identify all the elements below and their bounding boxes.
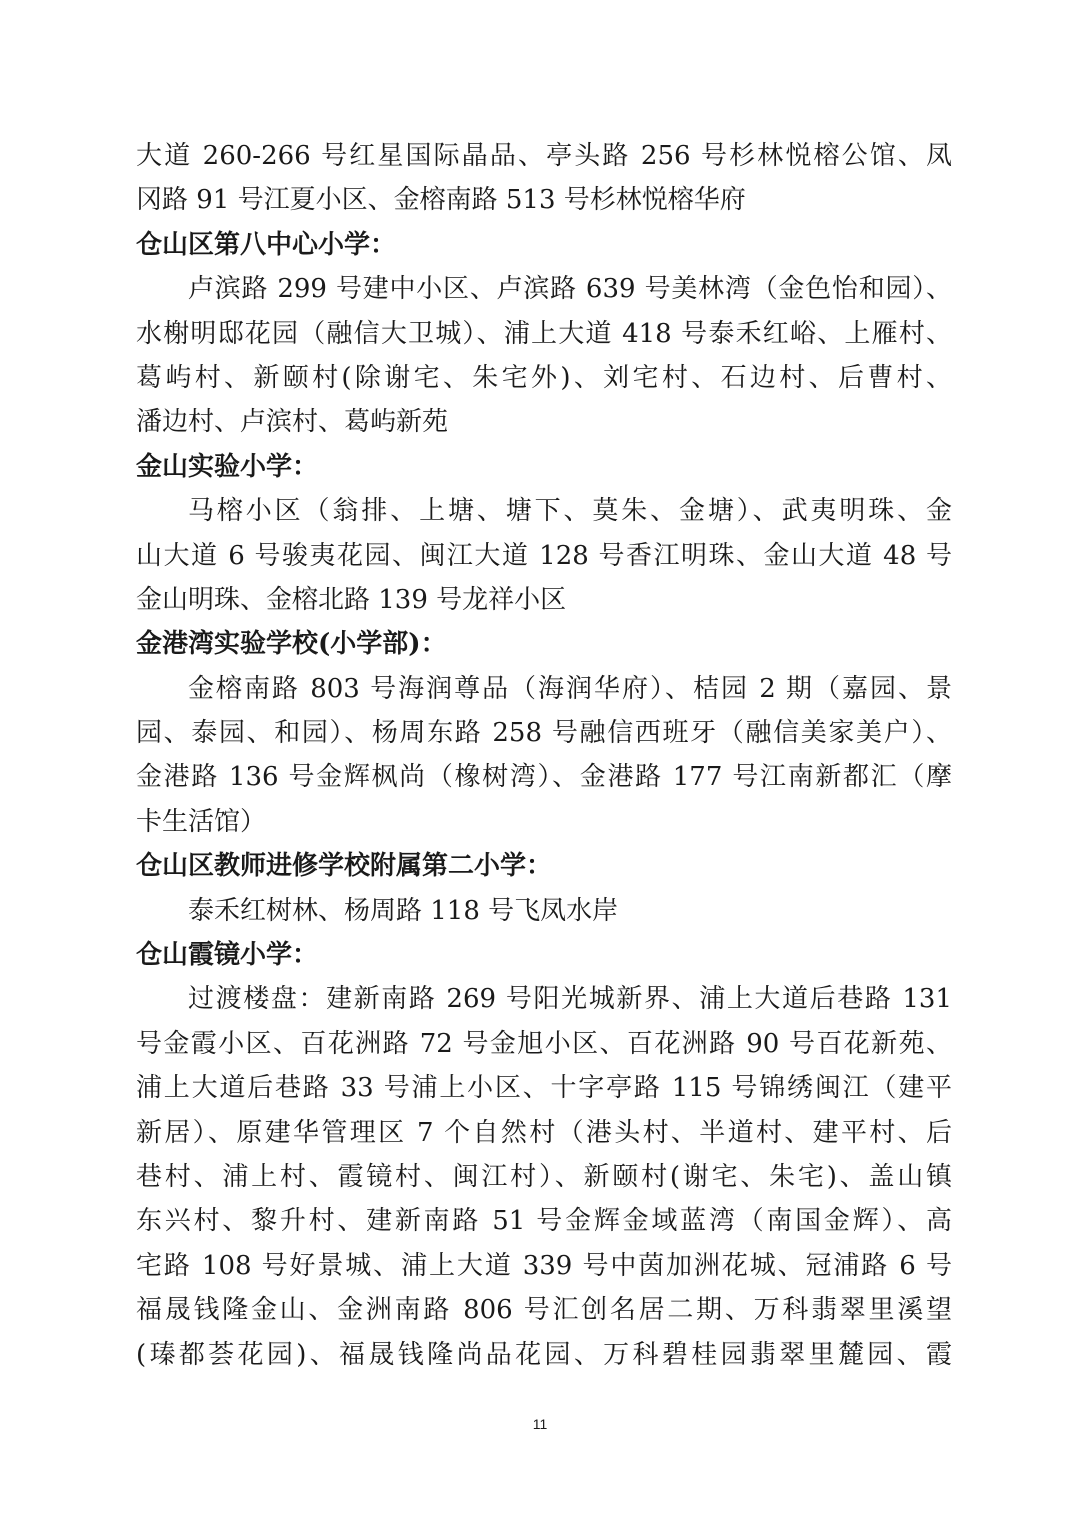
text-line: (瑧都荟花园)、福晟钱隆尚品花园、万科碧桂园翡翠里麓园、霞	[136, 1339, 952, 1370]
text-line: 大道 260-266 号红星国际晶品、亭头路 256 号杉林悦榕公馆、凤	[136, 141, 952, 171]
text-line: 过渡楼盘：建新南路 269 号阳光城新界、浦上大道后巷路 131	[188, 984, 952, 1015]
address-paragraph	[136, 489, 952, 622]
address-paragraph	[136, 134, 952, 223]
text-line: 宅路 108 号好景城、浦上大道 339 号中茵加洲花城、冠浦路 6 号	[136, 1250, 952, 1281]
text-line: 金山明珠、金榕北路 139 号龙祥小区	[136, 584, 567, 615]
text-line: 东兴村、黎升村、建新南路 51 号金辉金域蓝湾（南国金辉）、高	[136, 1206, 952, 1237]
document-body	[136, 134, 952, 1377]
school-heading: 仓山区教师进修学校附属第二小学：	[136, 851, 553, 882]
text-line: 山大道 6 号骏夷花园、闽江大道 128 号香江明珠、金山大道 48 号	[136, 540, 952, 571]
text-line: 葛屿村、新颐村(除谢宅、朱宅外)、刘宅村、石边村、后曹村、	[136, 362, 952, 393]
text-line: 马榕小区（翁排、上塘、塘下、莫朱、金塘）、武夷明珠、金	[188, 496, 952, 527]
text-line: 卡生活馆）	[136, 806, 267, 837]
school-heading: 金山实验小学：	[136, 451, 319, 482]
text-line: 潘边村、卢滨村、葛屿新苑	[136, 407, 449, 438]
text-line: 泰禾红树林、杨周路 118 号飞凤水岸	[188, 895, 619, 926]
address-paragraph	[136, 889, 952, 933]
address-paragraph	[136, 667, 952, 845]
text-line: 园、泰园、和园）、杨周东路 258 号融信西班牙（融信美家美户）、	[136, 718, 952, 749]
page-number: 11	[532, 1416, 548, 1432]
text-line: 卢滨路 299 号建中小区、卢滨路 639 号美林湾（金色怡和园）、	[188, 274, 952, 305]
text-line: 福晟钱隆金山、金洲南路 806 号汇创名居二期、万科翡翠里溪望	[136, 1295, 952, 1326]
address-paragraph	[136, 267, 952, 445]
school-heading: 金港湾实验学校(小学部)：	[136, 629, 447, 660]
text-line: 金港路 136 号金辉枫尚（橡树湾）、金港路 177 号江南新都汇（摩	[136, 762, 952, 793]
text-line: 冈路 91 号江夏小区、金榕南路 513 号杉林悦榕华府	[136, 185, 746, 216]
text-line: 浦上大道后巷路 33 号浦上小区、十字亭路 115 号锦绣闽江（建平	[136, 1073, 952, 1104]
text-line: 巷村、浦上村、霞镜村、闽江村）、新颐村(谢宅、朱宅)、盖山镇	[136, 1161, 952, 1192]
address-paragraph	[136, 977, 952, 1377]
text-line: 金榕南路 803 号海润尊品（海润华府）、桔园 2 期（嘉园、景	[188, 673, 952, 704]
school-heading: 仓山区第八中心小学：	[136, 229, 397, 260]
text-line: 号金霞小区、百花洲路 72 号金旭小区、百花洲路 90 号百花新苑、	[136, 1028, 952, 1059]
school-heading: 仓山霞镜小学：	[136, 940, 319, 971]
text-line: 新居）、原建华管理区 7 个自然村（港头村、半道村、建平村、后	[136, 1117, 952, 1148]
text-line: 水榭明邸花园（融信大卫城）、浦上大道 418 号泰禾红峪、上雁村、	[136, 318, 952, 349]
